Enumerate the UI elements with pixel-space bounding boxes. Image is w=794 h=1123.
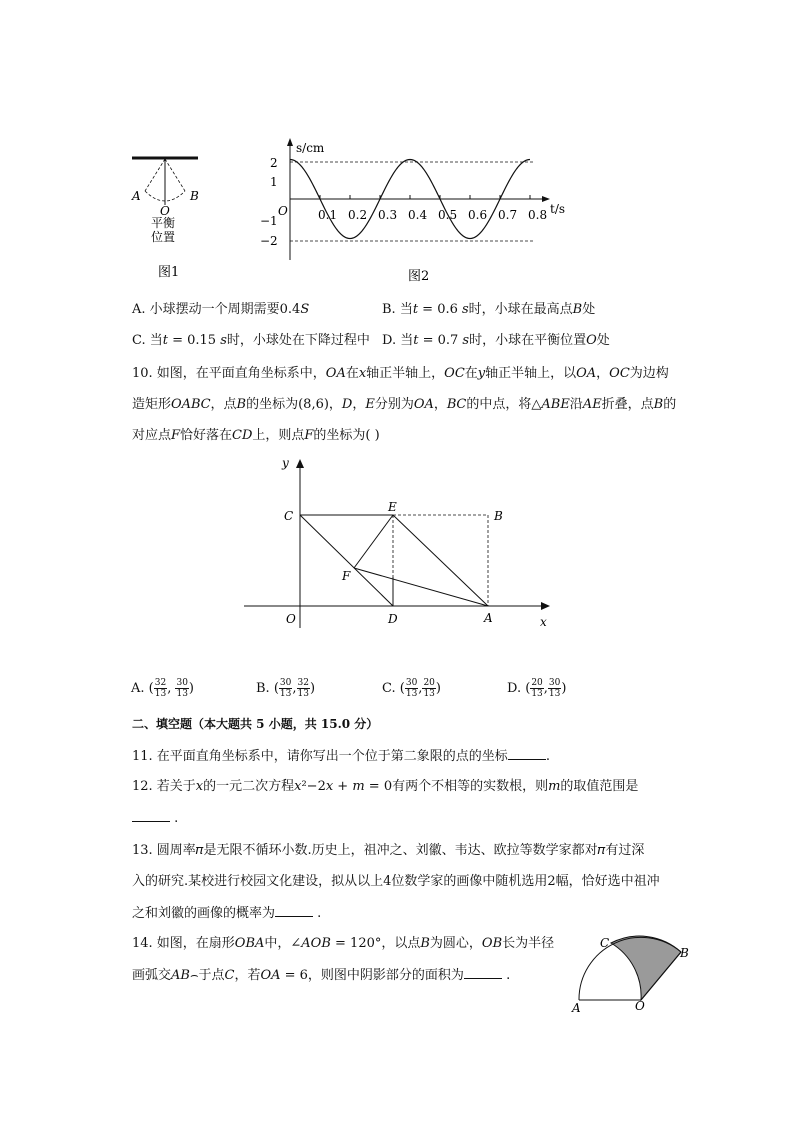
pendulum-figure bbox=[120, 145, 220, 295]
q10-option-d: D. ( $\frac{20}{13}$ , $\frac{30}{13}$ ) bbox=[507, 678, 567, 699]
q10-option-b-label: B. bbox=[256, 681, 270, 696]
q10-option-c-label: C. bbox=[382, 681, 396, 696]
figure-2-caption: 图2 bbox=[408, 269, 430, 284]
q10-label-a: A bbox=[484, 611, 493, 625]
q14-line-2 bbox=[132, 967, 510, 984]
x-axis-label: t/s bbox=[550, 202, 566, 216]
q11-text: 11. 在平面直角坐标系中，请你写出一个位于第二象限的点的坐标 bbox=[132, 749, 508, 764]
q11-answer-blank[interactable] bbox=[508, 748, 546, 760]
q14-end: . bbox=[506, 968, 511, 983]
x-tick-0.6: 0.6 bbox=[468, 208, 488, 222]
q14-line-1: 14. 如图，在扇形𝑂𝐵𝐴中，∠𝐴𝑂𝐵 = 120°，以点𝐵为圆心，𝑂𝐵长为半径 bbox=[132, 936, 555, 951]
q10-option-a-label: A. bbox=[131, 681, 145, 696]
label-balance-1: 平衡 bbox=[151, 216, 176, 230]
q10-d-frac-2: $\frac{30}{13}$ bbox=[548, 678, 561, 699]
q10-a-frac-2: $\frac{30}{13}$ bbox=[176, 678, 188, 699]
sector-label-c: C bbox=[600, 936, 610, 950]
q10-option-b: B. ( $\frac{30}{13}$ , $\frac{32}{13}$ ) bbox=[256, 678, 316, 699]
q12-end: . bbox=[174, 811, 179, 826]
q13-line-1: 13. 圆周率𝜋是无限不循环小数.历史上，祖冲之、刘徽、韦达、欧拉等数学家都对𝜋有过深 bbox=[132, 843, 645, 858]
q10-option-c: C. ( $\frac{30}{13}$ , $\frac{20}{13}$ ) bbox=[382, 678, 441, 699]
q9-option-a: A. 小球摆动一个周期需要0.4𝑆 bbox=[132, 302, 310, 317]
x-tick-0.1: 0.1 bbox=[318, 208, 338, 222]
q10-label-y: y bbox=[282, 456, 289, 470]
q13-line-3-text: 之和刘徽的画像的概率为 bbox=[132, 906, 276, 921]
q10-label-b: B bbox=[494, 509, 503, 523]
q10-a-frac-1: $\frac{32}{13}$ bbox=[154, 678, 167, 699]
sector-figure bbox=[568, 930, 698, 1015]
q10-label-c: C bbox=[284, 509, 294, 523]
y-tick-neg2: −2 bbox=[260, 234, 278, 248]
sector-label-a: A bbox=[572, 1001, 581, 1015]
x-axis-arrow bbox=[542, 196, 550, 202]
label-a: A bbox=[132, 189, 141, 203]
q12-answer-blank[interactable] bbox=[132, 810, 170, 822]
x-tick-0.3: 0.3 bbox=[378, 208, 398, 222]
q11-end: . bbox=[545, 749, 550, 764]
q10-label-o: O bbox=[286, 612, 296, 626]
label-balance-2: 位置 bbox=[151, 230, 176, 244]
q13-line-3 bbox=[132, 905, 321, 922]
figure-1-caption: 图1 bbox=[158, 265, 180, 280]
q9-option-c: C. 当𝑡 = 0.15 𝑠时，小球处在下降过程中 bbox=[132, 333, 370, 348]
q10-c-frac-2: $\frac{20}{13}$ bbox=[423, 678, 435, 699]
x-tick-0.8: 0.8 bbox=[528, 208, 548, 222]
q10-line-3: 对应点𝐹恰好落在𝐶𝐷上，则点𝐹的坐标为( ) bbox=[132, 428, 380, 443]
y-tick-neg1: −1 bbox=[260, 214, 278, 228]
q10-c-frac-1: $\frac{30}{13}$ bbox=[405, 678, 418, 699]
sector-label-b: B bbox=[680, 946, 689, 960]
q10-label-e: E bbox=[388, 500, 397, 514]
q11 bbox=[132, 748, 550, 765]
q13-end: . bbox=[317, 906, 322, 921]
y-axis-arrow bbox=[287, 138, 293, 146]
y-axis-label: s/cm bbox=[296, 141, 325, 155]
wave-figure bbox=[250, 135, 580, 290]
q10-option-a: A. ( $\frac{32}{13}$ , $\frac{30}{13}$ ) bbox=[131, 678, 194, 699]
sector-label-o: O bbox=[635, 999, 645, 1013]
q10-label-d: D bbox=[388, 612, 398, 626]
q9-option-b: B. 当𝑡 = 0.6 𝑠时，小球在最高点𝐵处 bbox=[382, 302, 596, 317]
q13-line-2: 入的研究.某校进行校园文化建设，拟从以上4位数学家的画像中随机选用2幅，恰好选中祖冲 bbox=[132, 874, 660, 889]
y-tick-1: 1 bbox=[270, 175, 278, 189]
x-tick-0.5: 0.5 bbox=[438, 208, 458, 222]
origin-label: O bbox=[278, 204, 288, 218]
q14-line-2-text: 画弧交𝐴𝐵⌢于点𝐶，若𝑂𝐴 = 6，则图中阴影部分的面积为 bbox=[132, 968, 464, 983]
q10-x-arrow bbox=[541, 602, 550, 610]
q10-y-arrow bbox=[296, 459, 304, 468]
q13-answer-blank[interactable] bbox=[275, 905, 313, 917]
q14-answer-blank[interactable] bbox=[464, 967, 502, 979]
segment-ef bbox=[354, 515, 393, 568]
x-tick-0.2: 0.2 bbox=[348, 208, 368, 222]
q9-option-d: D. 当𝑡 = 0.7 𝑠时，小球在平衡位置𝑂处 bbox=[382, 333, 610, 348]
q12-line-1: 12. 若关于𝑥的一元二次方程𝑥²−2𝑥 + 𝑚 = 0有两个不相等的实数根，则𝑚的取值范围是 bbox=[132, 779, 639, 794]
q10-figure bbox=[230, 445, 570, 645]
q10-line-1: 10. 如图，在平面直角坐标系中，𝑂𝐴在𝑥轴正半轴上，𝑂𝐶在𝑦轴正半轴上，以𝑂𝐴，𝑂𝐶为边构 bbox=[132, 366, 669, 381]
x-tick-0.4: 0.4 bbox=[408, 208, 428, 222]
q12-line-2 bbox=[132, 810, 178, 827]
q10-option-d-label: D. bbox=[507, 681, 522, 696]
q10-b-frac-1: $\frac{30}{13}$ bbox=[279, 678, 292, 699]
q10-b-frac-2: $\frac{32}{13}$ bbox=[297, 678, 309, 699]
section-2-heading: 二、填空题（本大题共 5 小题，共 15.0 分） bbox=[132, 717, 379, 731]
y-tick-2: 2 bbox=[270, 156, 278, 170]
label-b: B bbox=[190, 189, 199, 203]
q10-label-x: x bbox=[540, 615, 547, 629]
label-o: O bbox=[160, 204, 170, 218]
q10-d-frac-1: $\frac{20}{13}$ bbox=[531, 678, 543, 699]
q10-label-f: F bbox=[342, 569, 351, 583]
swing-right-dashed bbox=[165, 159, 185, 191]
x-tick-0.7: 0.7 bbox=[498, 208, 518, 222]
q10-line-2: 造矩形𝑂𝐴𝐵𝐶，点𝐵的坐标为(8,6)，𝐷，𝐸分别为𝑂𝐴，𝐵𝐶的中点，将△𝐴𝐵𝐸沿𝐴𝐸折叠，点𝐵的 bbox=[132, 397, 677, 412]
swing-left-dashed bbox=[145, 159, 165, 191]
segment-cd bbox=[300, 515, 393, 606]
sector-shaded-region bbox=[611, 936, 681, 1000]
